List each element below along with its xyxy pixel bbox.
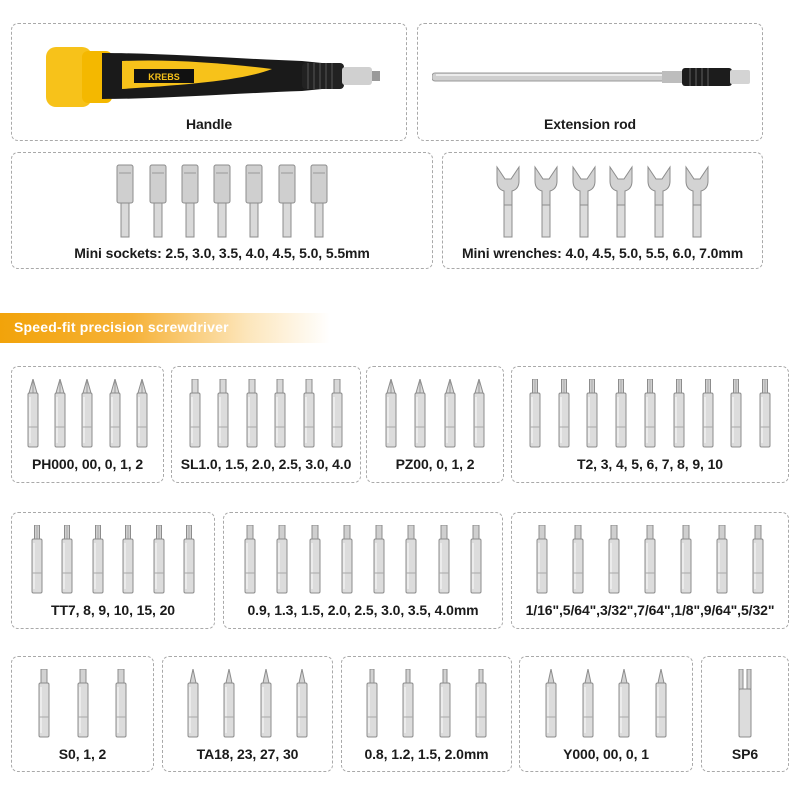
screwdriver-bit xyxy=(187,669,199,739)
screwdriver-bit xyxy=(373,525,385,595)
screwdriver-bit xyxy=(92,525,104,595)
bitset-panel-pentalobe xyxy=(341,656,512,772)
screwdriver-bit xyxy=(716,525,728,595)
screwdriver-bit xyxy=(385,379,397,449)
bitset-panel-tri-wing xyxy=(519,656,693,772)
handle-brand-text: KREBS xyxy=(148,72,180,82)
bitset-panel-hex-imperial xyxy=(511,512,789,629)
bitset-label: S0, 1, 2 xyxy=(58,746,107,762)
bitset-label: PH000, 00, 0, 1, 2 xyxy=(31,456,144,472)
screwdriver-bit xyxy=(81,379,93,449)
screwdriver-bit xyxy=(529,379,541,449)
mini-sockets-panel xyxy=(11,152,433,269)
mini-wrenches-panel xyxy=(442,152,763,269)
socket xyxy=(213,163,231,239)
screwdriver-bit xyxy=(737,669,753,739)
bitset-label: 0.9, 1.3, 1.5, 2.0, 2.5, 3.0, 3.5, 4.0mm xyxy=(247,602,479,618)
bits-row xyxy=(520,667,692,739)
wrenches-row xyxy=(443,161,762,239)
screwdriver-bit xyxy=(61,525,73,595)
bitset-label: 0.8, 1.2, 1.5, 2.0mm xyxy=(364,746,489,762)
screwdriver-bit xyxy=(618,669,630,739)
screwdriver-bit xyxy=(183,525,195,595)
screwdriver-bit xyxy=(77,669,89,739)
bitset-label: PZ00, 0, 1, 2 xyxy=(395,456,475,472)
bitset-panel-phillips xyxy=(11,366,164,483)
screwdriver-bit xyxy=(276,525,288,595)
handle-panel xyxy=(11,23,407,141)
screwdriver-bit xyxy=(260,669,272,739)
bitset-panel-hex-metric xyxy=(223,512,503,629)
bitset-label: TT7, 8, 9, 10, 15, 20 xyxy=(51,602,175,618)
bits-row xyxy=(12,523,214,595)
bitset-panel-slotted xyxy=(171,366,361,483)
wrench xyxy=(495,165,521,239)
screwdriver-bit xyxy=(244,525,256,595)
screwdriver-bit xyxy=(473,379,485,449)
socket xyxy=(245,163,263,239)
bitset-label: SP6 xyxy=(731,746,759,762)
section-banner-title: Speed-fit precision screwdriver xyxy=(14,319,229,335)
screwdriver-bit xyxy=(38,669,50,739)
bits-row xyxy=(512,523,788,595)
screwdriver-bit xyxy=(439,669,451,739)
screwdriver-bit xyxy=(702,379,714,449)
screwdriver-bit xyxy=(296,669,308,739)
screwdriver-bit xyxy=(414,379,426,449)
screwdriver-bit xyxy=(341,525,353,595)
bitset-panel-triangle xyxy=(162,656,333,772)
screwdriver-bit xyxy=(223,669,235,739)
wrench xyxy=(684,165,710,239)
wrench xyxy=(571,165,597,239)
screwdriver-bit xyxy=(680,525,692,595)
bits-row xyxy=(224,523,502,595)
bits-row xyxy=(512,377,788,449)
screwdriver-bit xyxy=(402,669,414,739)
bitset-label: TA18, 23, 27, 30 xyxy=(196,746,299,762)
screwdriver-bit xyxy=(54,379,66,449)
screwdriver-bit xyxy=(644,379,656,449)
mini-sockets-label: Mini sockets: 2.5, 3.0, 3.5, 4.0, 4.5, 5.0, 5.5mm xyxy=(74,245,370,261)
section-banner xyxy=(0,313,330,343)
bits-row xyxy=(12,377,163,449)
extension-rod-image xyxy=(432,62,752,92)
screwdriver-bit xyxy=(582,669,594,739)
screwdriver-bit xyxy=(31,525,43,595)
screwdriver-bit xyxy=(153,525,165,595)
screwdriver-bit xyxy=(331,379,343,449)
handle-image xyxy=(42,41,382,111)
screwdriver-bit xyxy=(752,525,764,595)
bitset-panel-pozidriv xyxy=(366,366,504,483)
bits-row xyxy=(163,667,332,739)
screwdriver-bit xyxy=(536,525,548,595)
screwdriver-bit xyxy=(309,525,321,595)
screwdriver-bit xyxy=(246,379,258,449)
bitset-panel-torx-tamper xyxy=(11,512,215,629)
screwdriver-bit xyxy=(475,669,487,739)
screwdriver-bit xyxy=(730,379,742,449)
screwdriver-bit xyxy=(274,379,286,449)
screwdriver-bit xyxy=(366,669,378,739)
screwdriver-bit xyxy=(545,669,557,739)
bits-row xyxy=(342,667,511,739)
screwdriver-bit xyxy=(438,525,450,595)
bitset-panel-spanner xyxy=(701,656,789,772)
screwdriver-bit xyxy=(586,379,598,449)
bitset-label: SL1.0, 1.5, 2.0, 2.5, 3.0, 4.0 xyxy=(180,456,352,472)
screwdriver-bit xyxy=(572,525,584,595)
bits-row xyxy=(367,377,503,449)
wrench xyxy=(646,165,672,239)
screwdriver-bit xyxy=(444,379,456,449)
screwdriver-bit xyxy=(109,379,121,449)
screwdriver-bit xyxy=(27,379,39,449)
extension-rod-panel xyxy=(417,23,763,141)
screwdriver-bit xyxy=(115,669,127,739)
wrench xyxy=(608,165,634,239)
socket xyxy=(310,163,328,239)
screwdriver-bit xyxy=(673,379,685,449)
screwdriver-bit xyxy=(615,379,627,449)
socket xyxy=(181,163,199,239)
bitset-label: T2, 3, 4, 5, 6, 7, 8, 9, 10 xyxy=(577,456,723,472)
bitset-label: 1/16",5/64",3/32",7/64",1/8",9/64",5/32" xyxy=(525,602,775,618)
bits-row xyxy=(12,667,153,739)
screwdriver-bit xyxy=(303,379,315,449)
sockets-row xyxy=(12,161,432,239)
screwdriver-bit xyxy=(644,525,656,595)
screwdriver-bit xyxy=(759,379,771,449)
wrench xyxy=(533,165,559,239)
screwdriver-bit xyxy=(470,525,482,595)
screwdriver-bit xyxy=(608,525,620,595)
socket xyxy=(116,163,134,239)
screwdriver-bit xyxy=(405,525,417,595)
bits-row xyxy=(702,667,788,739)
screwdriver-bit xyxy=(189,379,201,449)
socket xyxy=(149,163,167,239)
screwdriver-bit xyxy=(558,379,570,449)
screwdriver-bit xyxy=(655,669,667,739)
socket xyxy=(278,163,296,239)
screwdriver-bit xyxy=(136,379,148,449)
bitset-panel-torx xyxy=(511,366,789,483)
screwdriver-bit xyxy=(122,525,134,595)
screwdriver-bit xyxy=(217,379,229,449)
bitset-panel-square xyxy=(11,656,154,772)
bits-row xyxy=(172,377,360,449)
handle-label: Handle xyxy=(185,116,233,132)
mini-wrenches-label: Mini wrenches: 4.0, 4.5, 5.0, 5.5, 6.0, 7.0mm xyxy=(461,245,744,261)
extension-rod-label: Extension rod xyxy=(543,116,637,132)
bitset-label: Y000, 00, 0, 1 xyxy=(563,746,649,762)
